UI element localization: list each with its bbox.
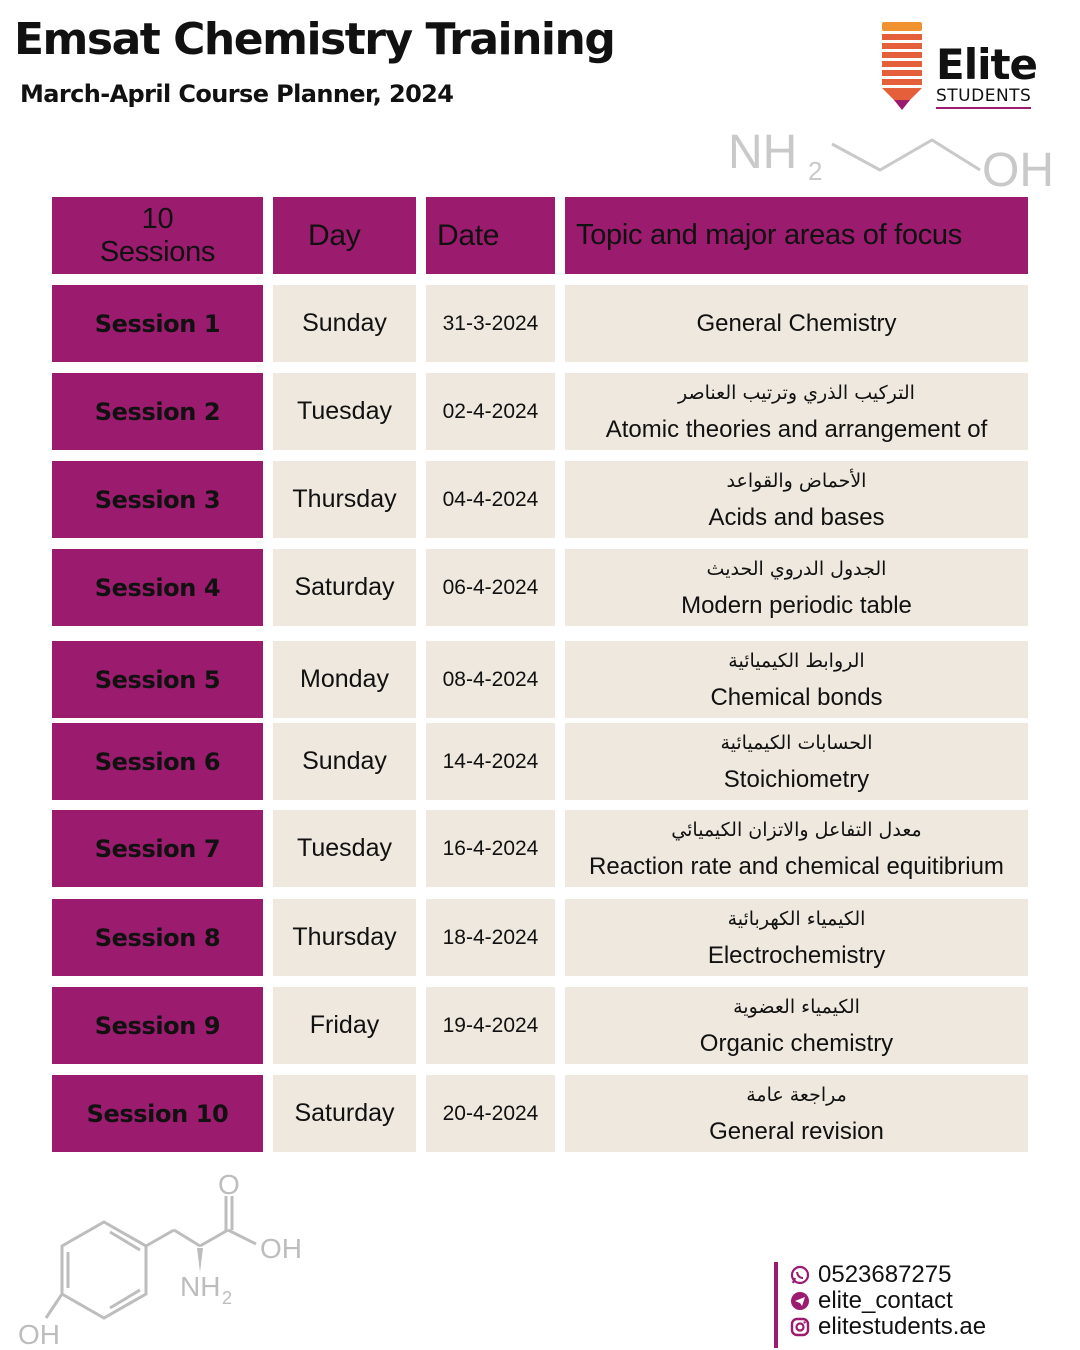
date-cell: 20-4-2024: [426, 1075, 555, 1152]
session-cell: Session 2: [52, 373, 263, 450]
topic-cell: [565, 373, 1028, 450]
session-cell: Session 10: [52, 1075, 263, 1152]
ethanolamine-molecule-icon: [722, 122, 1072, 200]
day-cell: Tuesday: [273, 373, 416, 450]
header-topic: Topic and major areas of focus: [565, 197, 1028, 274]
topic-english: Modern periodic table: [681, 591, 912, 619]
day-cell: Saturday: [273, 549, 416, 626]
session-cell: Session 1: [52, 285, 263, 362]
topic-english: General revision: [709, 1117, 884, 1145]
day-cell: Sunday: [273, 285, 416, 362]
topic-arabic: الأحماض والقواعد: [726, 469, 867, 492]
topic-english: Atomic theories and arrangement of: [605, 415, 988, 443]
contact-instagram[interactable]: [790, 1314, 986, 1340]
topic-english: Electrochemistry: [707, 941, 886, 969]
date-cell: 04-4-2024: [426, 461, 555, 538]
logo-name: Elite: [936, 40, 1038, 89]
topic-arabic: مراجعة عامة: [746, 1083, 847, 1106]
topic-arabic: الكيمياء الكهربائية: [727, 907, 866, 930]
topic-arabic: الكيمياء العضوية: [733, 995, 860, 1018]
page-title: Emsat Chemistry Training: [14, 14, 615, 65]
header-sessions-count: 10: [141, 202, 174, 235]
topic-english: Chemical bonds: [710, 683, 883, 711]
topic-cell: [565, 461, 1028, 538]
session-cell: Session 8: [52, 899, 263, 976]
date-cell: 19-4-2024: [426, 987, 555, 1064]
topic-cell: [565, 549, 1028, 626]
session-cell: Session 3: [52, 461, 263, 538]
day-cell: Monday: [273, 641, 416, 718]
topic-arabic: الجدول الدروي الحديث: [706, 557, 887, 580]
date-cell: 16-4-2024: [426, 810, 555, 887]
topic-arabic: الروابط الكيميائية: [728, 649, 865, 672]
molecule-top-subscript: 2: [808, 156, 823, 186]
molecule-top-oh-label: OH: [982, 144, 1054, 197]
tyrosine-molecule-icon: [16, 1168, 316, 1350]
date-cell: 02-4-2024: [426, 373, 555, 450]
topic-cell: [565, 641, 1028, 718]
topic-cell: [565, 723, 1028, 800]
session-cell: Session 9: [52, 987, 263, 1064]
instagram-icon: [790, 1317, 810, 1337]
topic-english: Stoichiometry: [723, 765, 870, 793]
molecule-bottom-o-label: O: [218, 1169, 240, 1200]
header-day: Day: [273, 197, 416, 274]
molecule-bottom-oh-phenol-label: OH: [18, 1319, 60, 1350]
header-date: Date: [426, 197, 555, 274]
contact-info: [774, 1262, 986, 1348]
header-sessions-label: Sessions: [99, 235, 216, 268]
topic-cell: [565, 899, 1028, 976]
topic-english: Reaction rate and chemical equitibrium: [589, 852, 1004, 880]
session-cell: Session 5: [52, 641, 263, 718]
whatsapp-icon: [790, 1265, 810, 1285]
date-cell: 08-4-2024: [426, 641, 555, 718]
day-cell: Tuesday: [273, 810, 416, 887]
day-cell: Friday: [273, 987, 416, 1064]
topic-arabic: التركيب الذري وترتيب العناصر: [678, 381, 915, 404]
molecule-bottom-subscript: 2: [222, 1288, 233, 1308]
date-cell: 14-4-2024: [426, 723, 555, 800]
molecule-top-nh-label: NH: [728, 126, 798, 179]
contact-instagram-text: elitestudents.ae: [818, 1313, 987, 1340]
date-cell: 06-4-2024: [426, 549, 555, 626]
molecule-bottom-oh-acid-label: OH: [260, 1233, 302, 1264]
contact-phone-text: 0523687275: [818, 1261, 952, 1288]
topic-english: Acids and bases: [708, 503, 885, 531]
topic-cell: [565, 1075, 1028, 1152]
topic-cell: [565, 285, 1028, 362]
contact-telegram[interactable]: [790, 1288, 986, 1314]
contact-telegram-text: elite_contact: [818, 1287, 953, 1314]
date-cell: 31-3-2024: [426, 285, 555, 362]
topic-english: General Chemistry: [696, 309, 897, 337]
molecule-bottom-nh-label: NH: [180, 1271, 221, 1302]
session-cell: Session 6: [52, 723, 263, 800]
session-cell: Session 4: [52, 549, 263, 626]
contact-whatsapp[interactable]: [790, 1262, 986, 1288]
topic-cell: [565, 810, 1028, 887]
day-cell: Sunday: [273, 723, 416, 800]
header-sessions: [52, 197, 263, 274]
day-cell: Thursday: [273, 899, 416, 976]
topic-english: Organic chemistry: [699, 1029, 894, 1057]
topic-arabic: الحسابات الكيميائية: [720, 731, 873, 754]
page-subtitle: March-April Course Planner, 2024: [20, 80, 454, 108]
telegram-icon: [790, 1291, 810, 1311]
day-cell: Thursday: [273, 461, 416, 538]
date-cell: 18-4-2024: [426, 899, 555, 976]
day-cell: Saturday: [273, 1075, 416, 1152]
session-cell: Session 7: [52, 810, 263, 887]
topic-cell: [565, 987, 1028, 1064]
logo-tagline: STUDENTS: [936, 86, 1031, 109]
topic-arabic: معدل التفاعل والاتزان الكيميائي: [671, 818, 922, 841]
